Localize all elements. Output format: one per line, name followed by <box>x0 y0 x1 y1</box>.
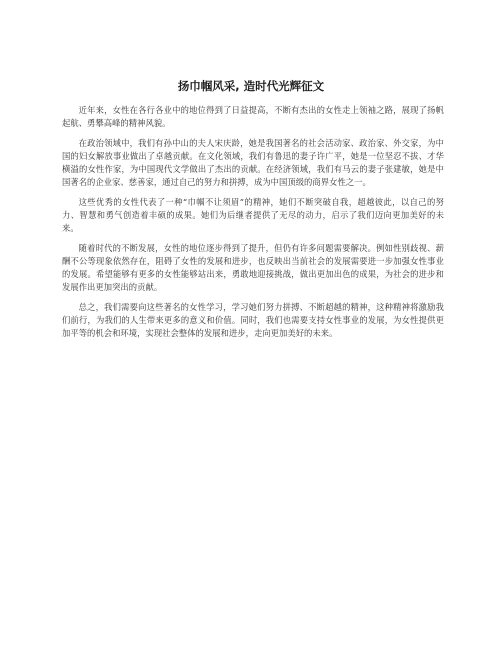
document-body <box>62 104 444 347</box>
document-title: 扬巾帼风采, 造时代光辉征文 <box>177 79 325 93</box>
paragraph-conclusion: 总之，我们需要向这些著名的女性学习，学习她们努力拼搏、不断超越的精神，这种精神将激励我们前行，为我们的人生带来更多的意义和价值。同时，我们也需要支持女性事业的发展，为女性提供更加平等的机会和环境，实现社会整体的发展和进步，走向更加美好的未来。 <box>62 302 444 338</box>
paragraph-challenges: 随着时代的不断发展，女性的地位逐步得到了提升，但仍有许多问题需要解决。例如性别歧视、薪酬不公等现象依然存在，阻碍了女性的发展和进步，也反映出当前社会的发展需要进一步加强女性事业的发展。希望能够有更多的女性能够站出来，勇敢地迎接挑战，做出更加出色的成果，为社会的进步和发展作出更加突出的贡献。 <box>62 243 444 292</box>
paragraph-intro: 近年来，女性在各行各业中的地位得到了日益提高，不断有杰出的女性走上领袖之路，展现了扬帆起航、勇攀高峰的精神风貌。 <box>62 105 444 128</box>
paragraph-spirit: 这些优秀的女性代表了一种“巾帼不让须眉”的精神，她们不断突破自我，超越彼此，以自己的努力、智慧和勇气创造着丰硕的成果。她们为后继者提供了无尽的动力，启示了我们迈向更加美好的未来。 <box>62 197 444 233</box>
paragraph-examples: 在政治领域中，我们有孙中山的夫人宋庆龄，她是我国著名的社会活动家、政治家、外交家，为中国的妇女解放事业做出了卓越贡献。在文化领域，我们有鲁迅的妻子许广平，她是一位坚忍不拔、才华横溢的女性作家，为中国现代文学做出了杰出的贡献。在经济领域，我们有马云的妻子张建敏，她是中国著名的企业家、慈善家，通过自己的努力和拼搏，成为中国顶级的商界女性之一。 <box>62 138 444 187</box>
